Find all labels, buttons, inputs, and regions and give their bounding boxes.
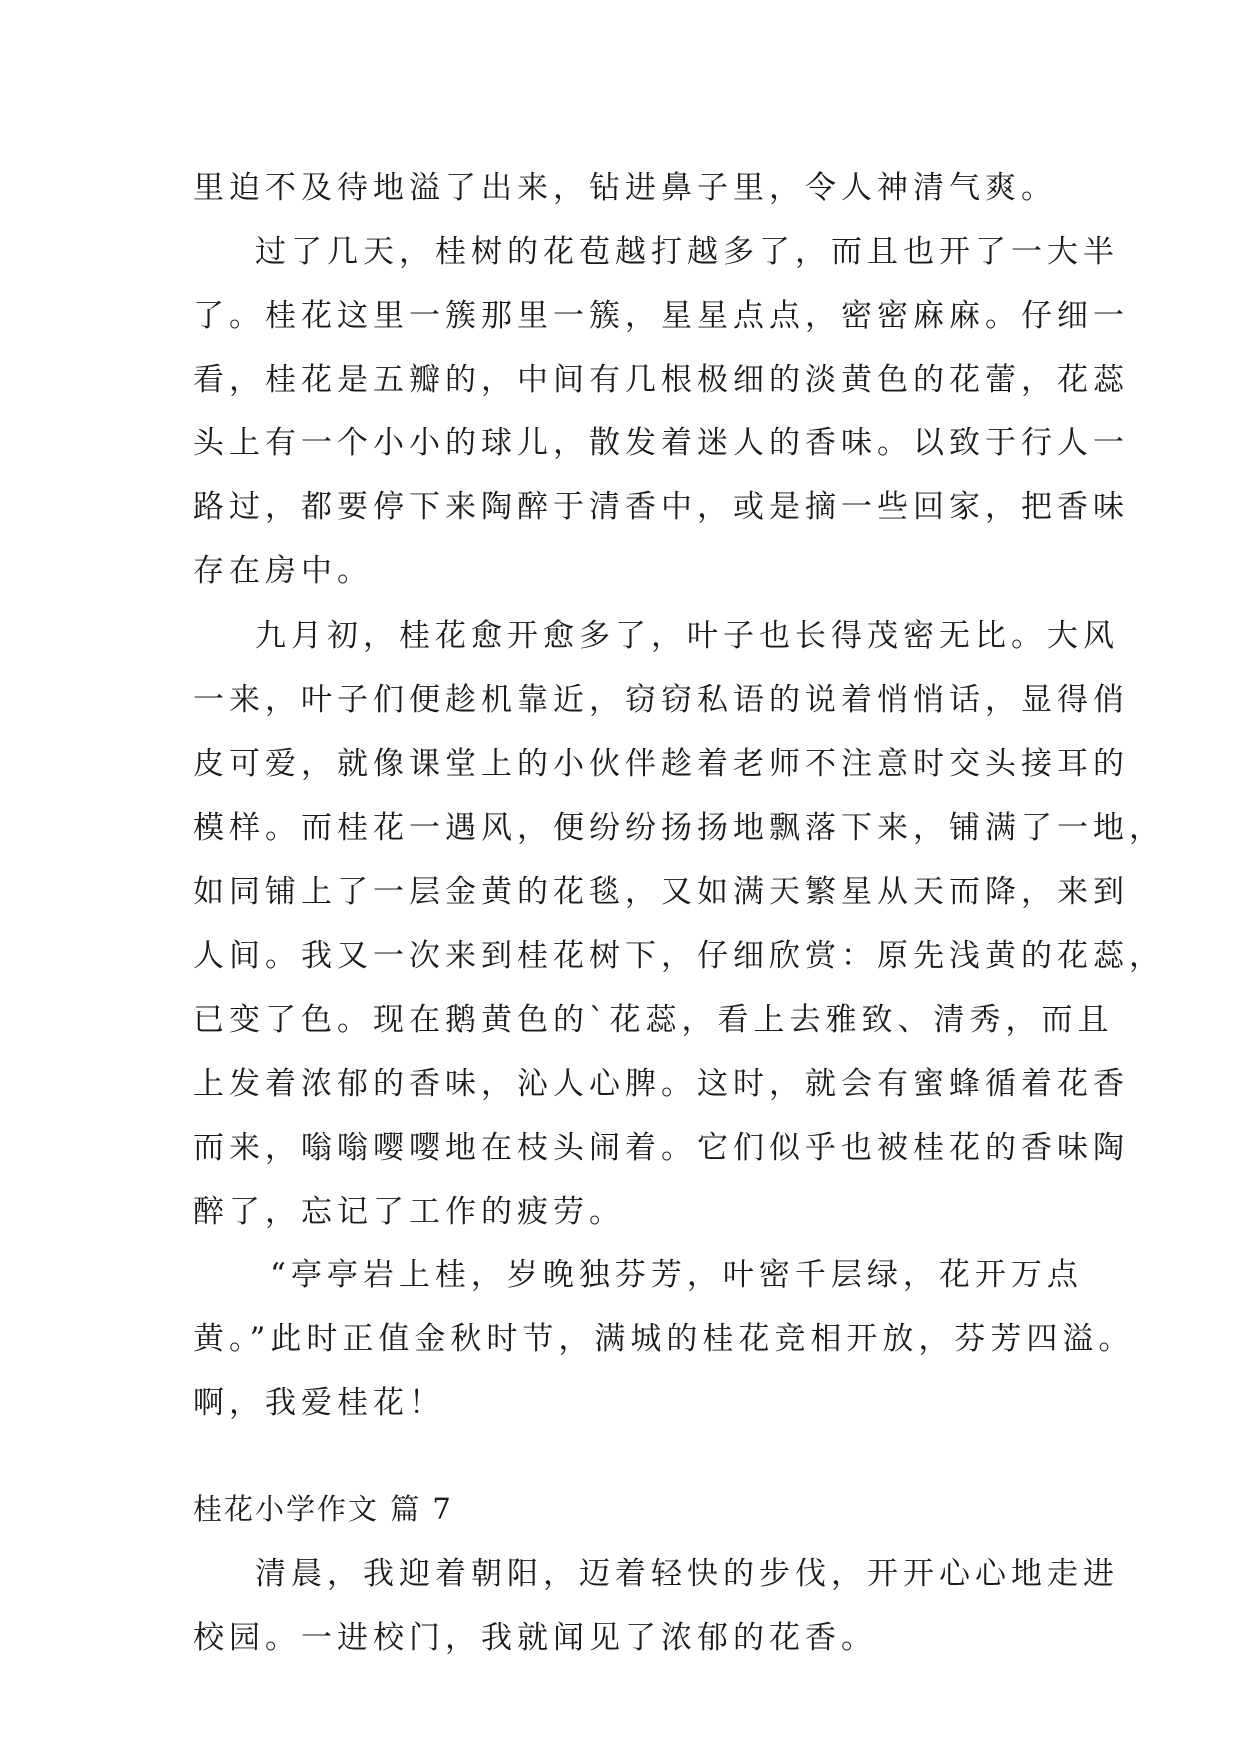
paragraph-line: 校园。一进校门，我就闻见了浓郁的花香。 bbox=[193, 1620, 877, 1656]
paragraph-line: 而来，嗡嗡嘤嘤地在枝头闹着。它们似乎也被桂花的香味陶 bbox=[193, 1130, 1129, 1166]
paragraph-line: “亭亭岩上桂，岁晚独芬芳，叶密千层绿，花开万点 bbox=[270, 1257, 1083, 1293]
paragraph-line: 路过，都要停下来陶醉于清香中，或是摘一些回家，把香味 bbox=[193, 489, 1129, 525]
paragraph-line: 皮可爱，就像课堂上的小伙伴趁着老师不注意时交头接耳的 bbox=[193, 746, 1129, 782]
paragraph-line: 如同铺上了一层金黄的花毯，又如满天繁星从天而降，来到 bbox=[193, 874, 1129, 910]
paragraph-line: 黄。”此时正值金秋时节，满城的桂花竞相开放，芬芳四溢。 bbox=[193, 1321, 1135, 1357]
paragraph-line: 看，桂花是五瓣的，中间有几根极细的淡黄色的花蕾，花蕊 bbox=[193, 362, 1129, 398]
paragraph-line: 模样。而桂花一遇风，便纷纷扬扬地飘落下来，铺满了一地， bbox=[193, 810, 1165, 846]
paragraph-line: 里迫不及待地溢了出来，钻进鼻子里，令人神清气爽。 bbox=[193, 170, 1057, 206]
paragraph-line: 啊，我爱桂花！ bbox=[193, 1385, 445, 1421]
paragraph-line: 清晨，我迎着朝阳，迈着轻快的步伐，开开心心地走进 bbox=[255, 1556, 1119, 1592]
paragraph-line: 过了几天，桂树的花苞越打越多了，而且也开了一大半 bbox=[255, 234, 1119, 270]
paragraph-line: 存在房中。 bbox=[193, 553, 373, 589]
section-heading: 桂花小学作文 篇 7 bbox=[193, 1492, 453, 1526]
paragraph-line: 头上有一个小小的球儿，散发着迷人的香味。以致于行人一 bbox=[193, 425, 1129, 461]
paragraph-line: 九月初，桂花愈开愈多了，叶子也长得茂密无比。大风 bbox=[255, 618, 1119, 654]
paragraph-line: 已变了色。现在鹅黄色的`花蕊，看上去雅致、清秀，而且 bbox=[193, 1002, 1114, 1038]
paragraph-line: 人间。我又一次来到桂花树下，仔细欣赏：原先浅黄的花蕊， bbox=[193, 938, 1165, 974]
paragraph-line: 醉了，忘记了工作的疲劳。 bbox=[193, 1194, 625, 1230]
paragraph-line: 上发着浓郁的香味，沁人心脾。这时，就会有蜜蜂循着花香 bbox=[193, 1066, 1129, 1102]
paragraph-line: 一来，叶子们便趁机靠近，窃窃私语的说着悄悄话，显得俏 bbox=[193, 682, 1129, 718]
paragraph-line: 了。桂花这里一簇那里一簇，星星点点，密密麻麻。仔细一 bbox=[193, 298, 1129, 334]
